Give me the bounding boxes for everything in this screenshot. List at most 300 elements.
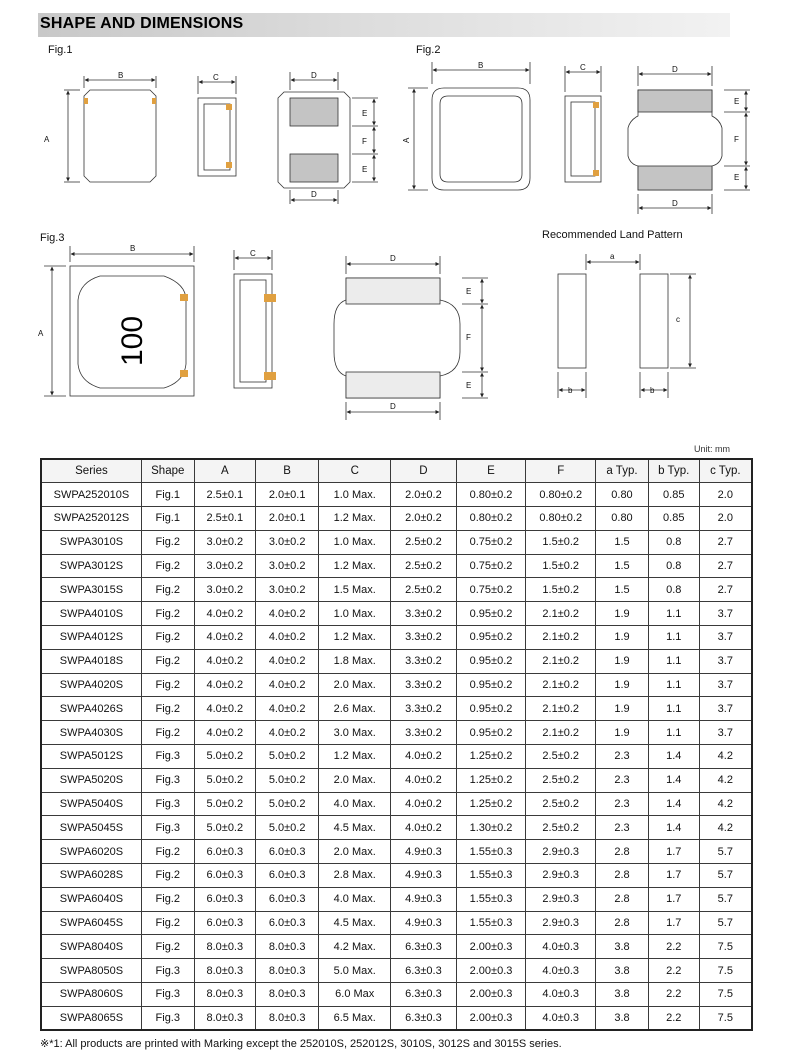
fig1-dim-e-top: E (362, 109, 368, 118)
table-cell: 6.5 Max. (319, 1006, 391, 1030)
table-cell: 0.85 (648, 483, 699, 507)
table-cell: 1.5±0.2 (526, 530, 596, 554)
table-cell: 2.00±0.3 (456, 959, 526, 983)
table-cell: 0.75±0.2 (456, 554, 526, 578)
table-cell: 2.1±0.2 (526, 649, 596, 673)
table-cell: 0.80 (596, 483, 649, 507)
table-cell: SWPA3015S (41, 578, 141, 602)
fig3-label: Fig.3 (40, 232, 65, 244)
table-row (41, 792, 752, 816)
table-cell: 2.0±0.2 (391, 507, 457, 531)
table-cell: 7.5 (699, 1006, 752, 1030)
table-row (41, 1006, 752, 1030)
table-cell: 3.3±0.2 (391, 626, 457, 650)
table-cell: 0.95±0.2 (456, 626, 526, 650)
table-cell: 4.0±0.2 (194, 697, 255, 721)
table-cell: 4.9±0.3 (391, 840, 457, 864)
table-cell: 2.1±0.2 (526, 721, 596, 745)
table-cell: 1.4 (648, 816, 699, 840)
table-cell: 4.9±0.3 (391, 864, 457, 888)
table-cell: 2.9±0.3 (526, 864, 596, 888)
table-cell: 2.0 (699, 507, 752, 531)
table-cell: SWPA4026S (41, 697, 141, 721)
fig3-dim-d-top: D (390, 254, 396, 263)
table-cell: Fig.2 (141, 602, 194, 626)
table-cell: 1.55±0.3 (456, 840, 526, 864)
table-cell: 3.3±0.2 (391, 673, 457, 697)
table-cell: 0.80±0.2 (526, 483, 596, 507)
table-cell: 1.4 (648, 768, 699, 792)
table-cell: 5.7 (699, 911, 752, 935)
land-dim-c: c (676, 315, 680, 324)
table-cell: 4.0±0.2 (391, 745, 457, 769)
table-cell: 8.0±0.3 (255, 1006, 318, 1030)
column-header: Series (41, 459, 141, 483)
table-cell: 2.9±0.3 (526, 887, 596, 911)
table-row (41, 816, 752, 840)
table-cell: 0.95±0.2 (456, 602, 526, 626)
table-cell: 5.7 (699, 887, 752, 911)
table-cell: 3.3±0.2 (391, 602, 457, 626)
table-cell: 2.3 (596, 745, 649, 769)
table-cell: 3.0±0.2 (255, 554, 318, 578)
table-cell: 1.9 (596, 602, 649, 626)
table-cell: 1.0 Max. (319, 483, 391, 507)
table-cell: 3.7 (699, 649, 752, 673)
table-row (41, 887, 752, 911)
table-cell: 0.80±0.2 (456, 483, 526, 507)
table-cell: 3.7 (699, 602, 752, 626)
table-cell: 1.2 Max. (319, 626, 391, 650)
table-cell: 8.0±0.3 (194, 959, 255, 983)
table-cell: 2.8 (596, 840, 649, 864)
table-cell: 6.3±0.3 (391, 983, 457, 1007)
table-cell: 6.0±0.3 (194, 911, 255, 935)
table-cell: 2.9±0.3 (526, 911, 596, 935)
table-cell: 0.95±0.2 (456, 649, 526, 673)
table-row (41, 554, 752, 578)
table-cell: SWPA4010S (41, 602, 141, 626)
table-cell: 4.5 Max. (319, 816, 391, 840)
fig2-dim-e-bottom: E (734, 173, 740, 182)
table-cell: 1.55±0.3 (456, 864, 526, 888)
table-cell: 2.0±0.2 (391, 483, 457, 507)
table-cell: 3.7 (699, 673, 752, 697)
table-cell: 1.55±0.3 (456, 887, 526, 911)
fig1-dim-d-bottom: D (311, 190, 317, 199)
fig1-pad-top (290, 98, 338, 126)
table-cell: 4.0 Max. (319, 792, 391, 816)
table-cell: 6.0±0.3 (255, 864, 318, 888)
land-pattern-title: Recommended Land Pattern (542, 229, 683, 241)
table-cell: 5.0 Max. (319, 959, 391, 983)
table-row (41, 745, 752, 769)
table-cell: SWPA5012S (41, 745, 141, 769)
table-cell: 4.0±0.2 (194, 649, 255, 673)
fig3-dim-a: A (38, 329, 44, 338)
table-cell: 2.5±0.1 (194, 483, 255, 507)
table-cell: 4.0±0.3 (526, 983, 596, 1007)
footnote: ※*1: All products are printed with Marking except the 252010S, 252012S, 3010S, 3012S and 3015S series. (40, 1038, 562, 1050)
table-cell: 2.3 (596, 768, 649, 792)
table-cell: 1.1 (648, 721, 699, 745)
fig1-body-outline (84, 90, 156, 182)
table-cell: 7.5 (699, 959, 752, 983)
table-cell: 1.9 (596, 649, 649, 673)
table-cell: 1.2 Max. (319, 745, 391, 769)
fig3-dim-e-top: E (466, 287, 472, 296)
table-cell: 2.3 (596, 792, 649, 816)
land-pad-left (558, 274, 586, 368)
table-cell: 1.25±0.2 (456, 792, 526, 816)
dimension-drawings (0, 40, 800, 440)
table-cell: 2.7 (699, 578, 752, 602)
land-pad-right (640, 274, 668, 368)
table-cell: Fig.2 (141, 721, 194, 745)
table-cell: 4.5 Max. (319, 911, 391, 935)
fig3-dim-d-bottom: D (390, 402, 396, 411)
table-row (41, 864, 752, 888)
table-cell: 2.5±0.2 (391, 530, 457, 554)
table-cell: Fig.2 (141, 840, 194, 864)
table-cell: 1.8 Max. (319, 649, 391, 673)
table-cell: 5.0±0.2 (255, 768, 318, 792)
table-row (41, 935, 752, 959)
column-header: A (194, 459, 255, 483)
table-cell: 2.5±0.2 (526, 792, 596, 816)
table-cell: 1.5 (596, 530, 649, 554)
section-title: SHAPE AND DIMENSIONS (40, 15, 244, 32)
table-cell: 0.75±0.2 (456, 530, 526, 554)
fig1-dim-f: F (362, 137, 367, 146)
table-cell: 8.0±0.3 (194, 935, 255, 959)
table-cell: 1.5 (596, 578, 649, 602)
table-cell: Fig.2 (141, 626, 194, 650)
fig3-dim-c: C (250, 249, 256, 258)
table-cell: SWPA5020S (41, 768, 141, 792)
table-cell: 3.7 (699, 697, 752, 721)
table-cell: 5.0±0.2 (194, 745, 255, 769)
column-header: E (456, 459, 526, 483)
table-cell: 2.00±0.3 (456, 1006, 526, 1030)
table-cell: 2.2 (648, 983, 699, 1007)
fig1-dim-c: C (213, 73, 219, 82)
table-cell: 6.3±0.3 (391, 1006, 457, 1030)
table-cell: 0.95±0.2 (456, 697, 526, 721)
table-cell: 4.0±0.2 (391, 768, 457, 792)
table-cell: 3.3±0.2 (391, 721, 457, 745)
table-cell: 4.2 (699, 745, 752, 769)
fig1-terminal-br (152, 98, 156, 104)
fig2-dim-d-bottom: D (672, 199, 678, 208)
table-cell: 6.0±0.3 (194, 887, 255, 911)
column-header: C (319, 459, 391, 483)
fig1-pad-bottom (290, 154, 338, 182)
table-cell: 0.80 (596, 507, 649, 531)
table-cell: 3.3±0.2 (391, 649, 457, 673)
table-cell: 1.4 (648, 792, 699, 816)
table-cell: 3.0±0.2 (255, 578, 318, 602)
column-header: Shape (141, 459, 194, 483)
table-cell: SWPA252012S (41, 507, 141, 531)
table-row (41, 578, 752, 602)
table-cell: 8.0±0.3 (255, 935, 318, 959)
table-cell: 1.7 (648, 864, 699, 888)
land-dim-a: a (610, 252, 615, 261)
table-cell: 8.0±0.3 (255, 983, 318, 1007)
table-cell: SWPA6020S (41, 840, 141, 864)
land-dim-b-right: b (650, 386, 655, 395)
table-cell: Fig.2 (141, 935, 194, 959)
fig1-terminal-tl (84, 98, 88, 104)
table-cell: 0.85 (648, 507, 699, 531)
table-cell: 1.4 (648, 745, 699, 769)
table-cell: 2.8 Max. (319, 864, 391, 888)
fig1-dim-a: A (44, 135, 50, 144)
table-cell: 7.5 (699, 983, 752, 1007)
table-cell: 1.5±0.2 (526, 578, 596, 602)
table-cell: 2.5±0.1 (194, 507, 255, 531)
table-cell: 1.9 (596, 673, 649, 697)
table-cell: 1.0 Max. (319, 602, 391, 626)
table-cell: 2.00±0.3 (456, 935, 526, 959)
table-cell: 2.2 (648, 959, 699, 983)
table-cell: Fig.1 (141, 483, 194, 507)
table-cell: SWPA5040S (41, 792, 141, 816)
table-cell: 8.0±0.3 (255, 959, 318, 983)
table-cell: 4.2 (699, 792, 752, 816)
table-cell: 3.0±0.2 (255, 530, 318, 554)
fig2-dim-c: C (580, 63, 586, 72)
table-cell: 1.30±0.2 (456, 816, 526, 840)
table-cell: 2.1±0.2 (526, 602, 596, 626)
table-cell: 3.0 Max. (319, 721, 391, 745)
table-cell: 6.0±0.3 (255, 911, 318, 935)
table-cell: 3.8 (596, 959, 649, 983)
table-row (41, 983, 752, 1007)
table-cell: 2.2 (648, 1006, 699, 1030)
table-row (41, 507, 752, 531)
table-row (41, 530, 752, 554)
table-cell: 6.0±0.3 (255, 840, 318, 864)
table-cell: Fig.2 (141, 649, 194, 673)
table-cell: Fig.3 (141, 792, 194, 816)
table-cell: 5.0±0.2 (255, 816, 318, 840)
unit-label: Unit: mm (694, 444, 730, 454)
table-row (41, 768, 752, 792)
table-cell: 4.9±0.3 (391, 911, 457, 935)
fig1-dim-e-bottom: E (362, 165, 368, 174)
table-cell: 0.8 (648, 578, 699, 602)
table-cell: 2.8 (596, 911, 649, 935)
table-cell: 2.9±0.3 (526, 840, 596, 864)
table-cell: 0.95±0.2 (456, 673, 526, 697)
table-cell: Fig.1 (141, 507, 194, 531)
table-cell: 2.0 Max. (319, 673, 391, 697)
table-cell: 4.0±0.2 (255, 649, 318, 673)
table-cell: 1.9 (596, 697, 649, 721)
table-cell: SWPA4020S (41, 673, 141, 697)
table-cell: 0.75±0.2 (456, 578, 526, 602)
table-cell: 1.5±0.2 (526, 554, 596, 578)
table-cell: Fig.2 (141, 864, 194, 888)
table-cell: 2.0 Max. (319, 840, 391, 864)
table-cell: 1.25±0.2 (456, 768, 526, 792)
table-row (41, 721, 752, 745)
table-cell: 1.1 (648, 602, 699, 626)
table-cell: 2.1±0.2 (526, 697, 596, 721)
table-cell: SWPA8050S (41, 959, 141, 983)
table-cell: 0.8 (648, 554, 699, 578)
table-cell: 0.80±0.2 (526, 507, 596, 531)
table-cell: 0.8 (648, 530, 699, 554)
fig3-marking: 100 (116, 315, 149, 366)
table-cell: 1.9 (596, 721, 649, 745)
table-cell: 3.0±0.2 (194, 554, 255, 578)
table-cell: 5.0±0.2 (194, 768, 255, 792)
table-cell: SWPA6045S (41, 911, 141, 935)
table-cell: 2.5±0.2 (526, 816, 596, 840)
table-cell: 7.5 (699, 935, 752, 959)
table-cell: SWPA6028S (41, 864, 141, 888)
table-cell: SWPA5045S (41, 816, 141, 840)
table-cell: 1.1 (648, 673, 699, 697)
table-row (41, 911, 752, 935)
table-cell: 5.0±0.2 (255, 792, 318, 816)
column-header: b Typ. (648, 459, 699, 483)
table-cell: Fig.2 (141, 673, 194, 697)
fig1-label: Fig.1 (48, 44, 73, 56)
table-cell: SWPA252010S (41, 483, 141, 507)
table-cell: 2.0 (699, 483, 752, 507)
table-cell: 2.7 (699, 530, 752, 554)
table-cell: 4.2 (699, 768, 752, 792)
table-cell: 1.7 (648, 911, 699, 935)
fig2-pad-bottom (638, 166, 712, 190)
table-cell: 4.2 Max. (319, 935, 391, 959)
table-cell: 4.0±0.2 (255, 673, 318, 697)
table-cell: SWPA8040S (41, 935, 141, 959)
fig2-label: Fig.2 (416, 44, 441, 56)
table-cell: 2.8 (596, 864, 649, 888)
dimensions-table (40, 458, 753, 1031)
table-cell: 6.0±0.3 (255, 887, 318, 911)
table-cell: 4.0±0.2 (194, 673, 255, 697)
fig3-dim-b: B (130, 244, 136, 253)
table-cell: 2.0±0.1 (255, 507, 318, 531)
fig2-pad-top (638, 90, 712, 112)
table-cell: Fig.3 (141, 983, 194, 1007)
table-cell: 2.5±0.2 (391, 554, 457, 578)
table-cell: SWPA4030S (41, 721, 141, 745)
table-cell: 5.0±0.2 (194, 816, 255, 840)
table-cell: 1.2 Max. (319, 554, 391, 578)
table-row (41, 626, 752, 650)
table-cell: Fig.3 (141, 816, 194, 840)
table-cell: 2.5±0.2 (526, 768, 596, 792)
table-cell: 1.0 Max. (319, 530, 391, 554)
table-cell: 6.3±0.3 (391, 959, 457, 983)
table-cell: 4.0±0.3 (526, 959, 596, 983)
table-cell: 2.5±0.2 (391, 578, 457, 602)
table-cell: 2.00±0.3 (456, 983, 526, 1007)
table-cell: 2.5±0.2 (526, 745, 596, 769)
table-cell: 2.0±0.1 (255, 483, 318, 507)
table-cell: SWPA6040S (41, 887, 141, 911)
fig3-dim-f: F (466, 333, 471, 342)
fig1-dim-d-top: D (311, 71, 317, 80)
land-dim-b-left: b (568, 386, 573, 395)
fig3-dim-e-bottom: E (466, 381, 472, 390)
table-cell: 2.2 (648, 935, 699, 959)
table-cell: Fig.2 (141, 887, 194, 911)
table-cell: 2.8 (596, 887, 649, 911)
table-header-row (41, 459, 752, 483)
table-row (41, 602, 752, 626)
table-cell: 6.0±0.3 (194, 840, 255, 864)
table-cell: 6.3±0.3 (391, 935, 457, 959)
table-cell: 0.80±0.2 (456, 507, 526, 531)
fig3-pad-top (346, 278, 440, 304)
column-header: c Typ. (699, 459, 752, 483)
table-cell: 3.8 (596, 935, 649, 959)
table-cell: SWPA8065S (41, 1006, 141, 1030)
table-cell: 4.2 (699, 816, 752, 840)
table-cell: 2.3 (596, 816, 649, 840)
table-cell: 4.0±0.2 (255, 602, 318, 626)
fig2-dim-f: F (734, 135, 739, 144)
table-cell: Fig.3 (141, 1006, 194, 1030)
table-cell: 4.0±0.2 (255, 697, 318, 721)
table-row (41, 840, 752, 864)
table-cell: 2.7 (699, 554, 752, 578)
table-cell: 4.0±0.3 (526, 1006, 596, 1030)
column-header: a Typ. (596, 459, 649, 483)
table-cell: 6.0 Max (319, 983, 391, 1007)
table-row (41, 697, 752, 721)
table-cell: 5.0±0.2 (194, 792, 255, 816)
fig2-dim-d-top: D (672, 65, 678, 74)
table-cell: Fig.2 (141, 911, 194, 935)
table-cell: 1.7 (648, 887, 699, 911)
table-row (41, 483, 752, 507)
table-cell: 4.0±0.2 (194, 721, 255, 745)
table-cell: 6.0±0.3 (194, 864, 255, 888)
table-cell: 4.9±0.3 (391, 887, 457, 911)
table-cell: 1.9 (596, 626, 649, 650)
table-cell: Fig.2 (141, 554, 194, 578)
column-header: B (255, 459, 318, 483)
table-cell: 4.0±0.2 (194, 626, 255, 650)
table-cell: Fig.2 (141, 578, 194, 602)
table-cell: 3.3±0.2 (391, 697, 457, 721)
table-body (41, 483, 752, 1030)
table-row (41, 649, 752, 673)
table-cell: 4.0±0.2 (194, 602, 255, 626)
fig2-dim-a: A (402, 137, 411, 143)
table-row (41, 673, 752, 697)
table-cell: SWPA4012S (41, 626, 141, 650)
table-cell: 3.8 (596, 1006, 649, 1030)
table-cell: 3.0±0.2 (194, 530, 255, 554)
table-cell: 5.7 (699, 840, 752, 864)
table-cell: SWPA8060S (41, 983, 141, 1007)
table-cell: 4.0±0.2 (255, 626, 318, 650)
fig1-dim-b: B (118, 71, 124, 80)
table-cell: 1.25±0.2 (456, 745, 526, 769)
table-cell: 1.5 (596, 554, 649, 578)
table-cell: 2.6 Max. (319, 697, 391, 721)
